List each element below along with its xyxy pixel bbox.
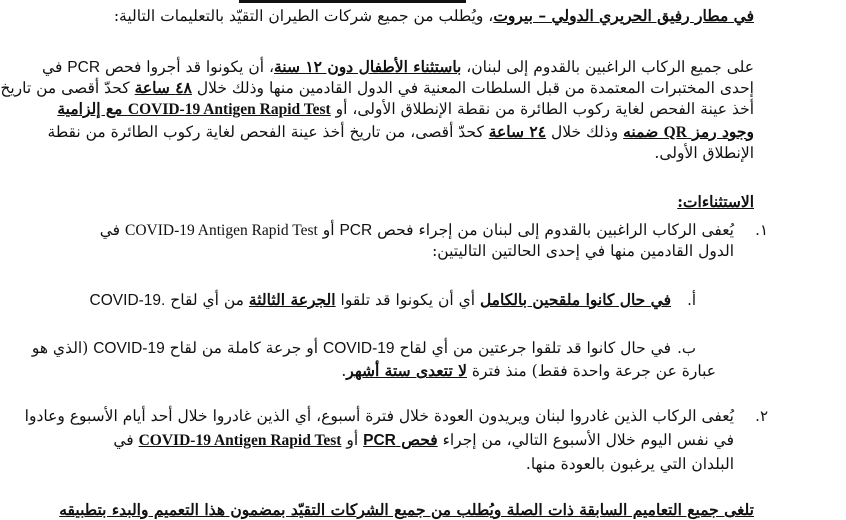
fully-vaccinated: في حال كانوا ملقحين بالكامل [479, 290, 671, 309]
sub-b-line-1 [32, 338, 671, 359]
qr-suffix: ضمنه [623, 122, 664, 141]
pcr-term: PCR [67, 59, 101, 76]
intro-rest: ، ويُطلب من جميع شركات الطيران التقيّد بالتعليمات التالية: [113, 7, 494, 25]
item-2-l2-c: أو [341, 431, 364, 449]
qr-term: QR [663, 124, 687, 141]
pcr-l4-c: وذلك خلال [546, 123, 624, 141]
item-1-pcr: PCR [339, 222, 373, 239]
item-1-l2: الدول القادمين منها في إحدى الحالتين التاليتين: [432, 242, 734, 260]
third-dose: الجرعة الثالثة [248, 290, 336, 309]
pcr-line-5 [654, 143, 754, 163]
item-1-line-1 [100, 220, 734, 241]
item-1-l1-c: في [99, 221, 125, 239]
sub-a-marker: أ. [687, 291, 696, 309]
intro-line [114, 6, 754, 26]
sub-b-marker: ب. [677, 339, 696, 357]
item-2-line-2 [113, 430, 734, 451]
sub-b-vaccine-2: COVID-19 [93, 340, 165, 357]
pcr-l1-c: ، أن يكونوا قد أجروا فحص [100, 58, 274, 76]
cutoff-line: تلغى جميع التعاميم السابقة ذات الصلة ويُطلب من جميع الشركات التقيّد بمضمون هذا التعميم والبدء بتطبيقه [59, 500, 754, 519]
sub-b-l2-c: . [341, 362, 347, 380]
item-1-marker: ١. [755, 221, 768, 239]
children-exception: باستثناء الأطفال دون ١٢ سنة [273, 57, 462, 76]
top-rule [239, 0, 466, 3]
item-1-line-2 [432, 241, 734, 261]
airport-name: في مطار رفيق الحريري الدولي – بيروت [493, 6, 754, 25]
pcr-l3-a: أخذ عينة الفحص لغاية ركوب الطائرة من نقطة الإنطلاق الأولى، أو [330, 100, 754, 118]
sub-b-l1-a: في حال كانوا قد تلقوا جرعتين من أي لقاح [394, 339, 671, 357]
item-1-l1-b: أو [317, 221, 340, 239]
sub-b-l1-b: أو جرعة كاملة من لقاح [164, 339, 324, 357]
qr-prefix: وجود رمز [686, 122, 754, 141]
sub-a-end: من أي لقاح [165, 291, 249, 309]
item-2-l3: البلدان التي يرغبون بالعودة منها. [525, 455, 734, 473]
sub-a-vaccine: COVID-19. [89, 292, 166, 309]
pcr-l2-a: إحدى المختبرات المعتمدة من قبل السلطات المعنية في الدول القادمين منها وذلك خلال [191, 79, 754, 97]
six-months-limit: لا تتعدى ستة أشهر [346, 361, 467, 380]
item-1-antigen-test: COVID-19 Antigen Rapid Test [125, 222, 318, 239]
pcr-l4-e: كحدّ أقصى، من تاريخ أخذ عينة الفحص لغاية ركوب الطائرة من نقطة [47, 123, 489, 141]
item-2-l2-a: في نفس اليوم خلال الأسبوع التالي، من إجراء [437, 431, 734, 449]
item-2-line-1 [25, 406, 734, 426]
hours-48: ٤٨ ساعة [134, 78, 192, 97]
item-2-l2-d: في [113, 431, 139, 449]
pcr-l2-c: كحدّ أقصى من تاريخ [0, 79, 135, 97]
sub-a-line [90, 290, 671, 311]
exceptions-heading: الاستثناءات: [677, 192, 754, 211]
sub-b-l2-a: عبارة عن جرعة واحدة فقط) منذ فترة [467, 362, 716, 380]
item-2-marker: ٢. [755, 407, 768, 425]
pcr-line-4 [48, 122, 754, 143]
item-2-l1: يُعفى الركاب الذين غادروا لبنان ويريدون العودة خلال فترة أسبوع، أي الذين غادروا خلال أحد أيام الأسبوع وعادوا [24, 407, 734, 425]
item-2-test-word: فحص [395, 430, 438, 449]
item-1-l1-a: يُعفى الركاب الراغبين بالقدوم إلى لبنان من إجراء فحص [372, 221, 734, 239]
sub-b-vaccine-1: COVID-19 [323, 340, 395, 357]
pcr-line-2 [0, 78, 754, 98]
pcr-l1-d: في [42, 58, 68, 76]
item-2-pcr: PCR [363, 432, 396, 449]
pcr-l5: الإنطلاق الأولى. [654, 144, 754, 162]
sub-b-l1-c: (الذي هو [31, 339, 94, 357]
pcr-line-1 [42, 57, 754, 78]
hours-24: ٢٤ ساعة [488, 122, 547, 141]
sub-b-line-2 [341, 361, 716, 381]
mandatory-label: مع إلزامية [57, 99, 128, 118]
pcr-line-3 [57, 99, 754, 120]
pcr-l1-a: على جميع الركاب الراغبين بالقدوم إلى لبنان، [461, 58, 754, 76]
item-2-line-3 [526, 454, 734, 474]
sub-a-mid: أي أن يكونوا قد تلقوا [335, 291, 480, 309]
item-2-antigen-test: COVID-19 Antigen Rapid Test [138, 432, 342, 449]
antigen-test-term: COVID-19 Antigen Rapid Test [127, 101, 331, 118]
